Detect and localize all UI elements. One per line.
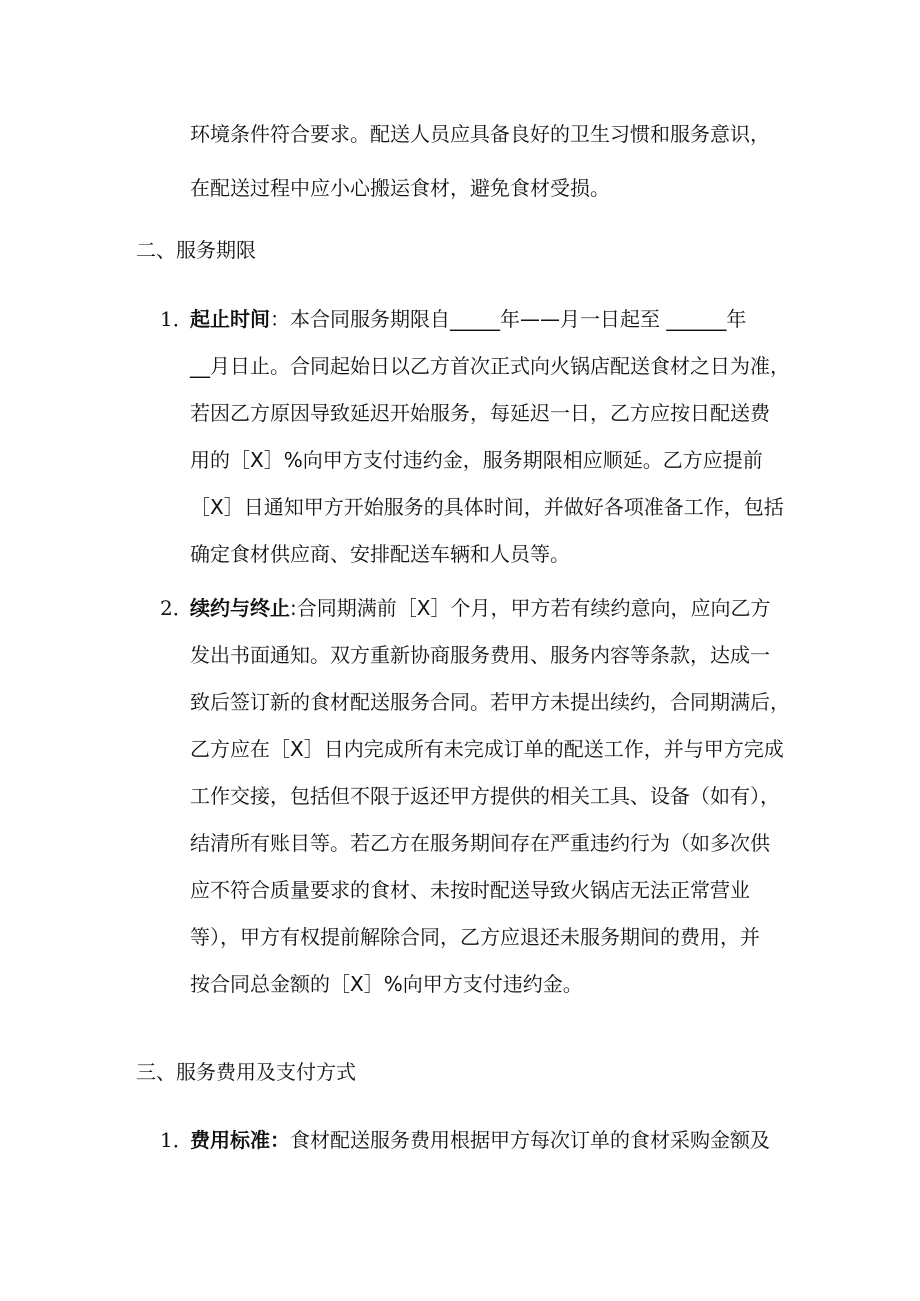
clause-text: ：本合同服务期限自_____年——月一日起至 ______年 [270, 307, 747, 331]
clause-number: 1． [160, 1128, 193, 1152]
clause-number: 2． [160, 596, 193, 620]
text-line: 若因乙方原因导致延迟开始服务，每延迟一日，乙方应按日配送费 [190, 401, 770, 425]
text-line: 结清所有账目等。若乙方在服务期间存在严重违约行为（如多次供 [190, 831, 770, 855]
text-line: 环境条件符合要求。配送人员应具备良好的卫生习惯和服务意识， [190, 122, 770, 146]
text-line: 在配送过程中应小心搬运食材，避免食材受损。 [190, 176, 610, 200]
text-line: 确定食材供应商、安排配送车辆和人员等。 [190, 542, 570, 566]
text-line: 用的［X］%向甲方支付违约金，服务期限相应顺延。乙方应提前 [190, 448, 763, 472]
clause-text: :合同期满前［X］个月，甲方若有续约意向，应向乙方 [290, 596, 771, 620]
clause-term: 费用标准： [190, 1128, 290, 1152]
section-heading-fees-payment: 三、服务费用及支付方式 [136, 1060, 356, 1084]
clause-fee-standard [160, 1125, 810, 1156]
clause-term: 续约与终止 [190, 596, 290, 620]
text-line: 等），甲方有权提前解除合同，乙方应退还未服务期间的费用，并 [190, 925, 760, 949]
text-line: 按合同总金额的［X］%向甲方支付违约金。 [190, 972, 583, 996]
clause-start-end-time [160, 304, 810, 570]
section-heading-service-term: 二、服务期限 [136, 238, 256, 262]
intro-paragraph [190, 119, 810, 204]
clause-term: 起止时间 [190, 307, 270, 331]
text-line: 工作交接，包括但不限于返还甲方提供的相关工具、设备（如有）， [190, 784, 780, 808]
text-line: 发出书面通知。双方重新协商服务费用、服务内容等条款，达成一 [190, 643, 770, 667]
clause-first-line [160, 593, 810, 624]
text-line: 应不符合质量要求的食材、未按时配送导致火锅店无法正常营业 [190, 878, 750, 902]
clause-number: 1． [160, 307, 193, 331]
clause-first-line [160, 304, 810, 335]
clause-renewal-termination [160, 593, 810, 1000]
text-line: ［X］日通知甲方开始服务的具体时间，并做好各项准备工作，包括 [190, 495, 784, 519]
clause-first-line [160, 1125, 810, 1156]
text-line: 致后签订新的食材配送服务合同。若甲方未提出续约，合同期满后， [190, 690, 790, 714]
clause-text: 食材配送服务费用根据甲方每次订单的食材采购金额及 [290, 1128, 770, 1152]
text-line: __月日止。合同起始日以乙方首次正式向火锅店配送食材之日为准， [190, 354, 790, 378]
text-line: 乙方应在［X］日内完成所有未完成订单的配送工作，并与甲方完成 [190, 737, 784, 761]
